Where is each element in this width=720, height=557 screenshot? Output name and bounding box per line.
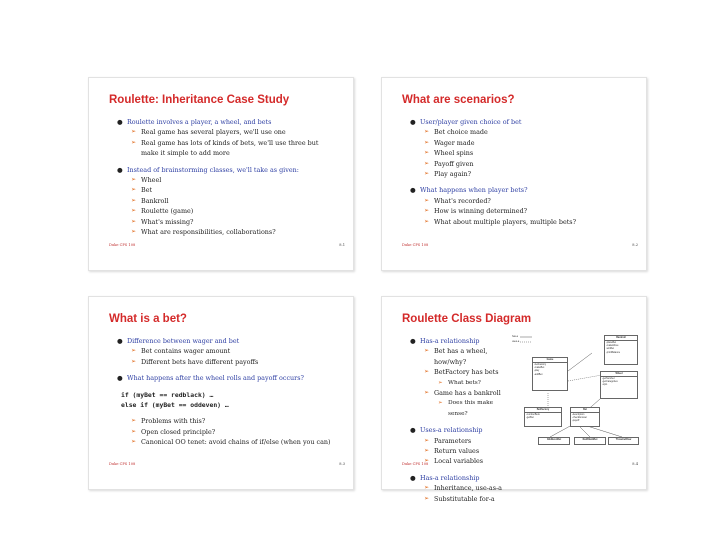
slide-body (410, 117, 638, 227)
slide-roulette-inheritance (88, 77, 354, 271)
sub-bullet: ➢ Substitutable for-a (410, 494, 506, 504)
class-redblackbet: RedBlackBet (574, 437, 606, 445)
class-bet: Bet -description -checkAnswer -payoff (570, 407, 600, 427)
sub-bullet: ➢ Problems with this? (117, 416, 345, 426)
sub-bullet: ➢ Local variables (410, 456, 506, 466)
sub-bullet: ➢ Inheritance, use-as-a (410, 483, 506, 493)
sub-bullet: ➢ Bet choice made (410, 127, 638, 137)
footer-course: Duke CPS 108 (109, 243, 136, 247)
sub-bullet: ➢ How is winning determined? (410, 206, 638, 216)
sub-bullet-continuation: make it simple to add more (141, 149, 230, 158)
legend-has-a: has-a (512, 335, 518, 338)
bullet: ● Has-a relationship (410, 473, 506, 483)
sub-bullet: ➢ Parameters (410, 436, 506, 446)
sub-bullet: ➢ Open closed principle? (117, 427, 345, 437)
class-threeinarow: ThreeInARow (608, 437, 639, 445)
sub-bullet: ➢ Bankroll (117, 196, 345, 206)
bullet: ● User/player given choice of bet (410, 117, 638, 127)
slide-title: What is a bet? (109, 313, 187, 325)
slide-what-is-a-bet (88, 296, 354, 490)
sub-sub-bullet: ➢ Does this make sense? (410, 398, 506, 419)
sub-bullet: ➢ What about multiple players, multiple bets? (410, 217, 638, 227)
footer-course: Duke CPS 108 (109, 462, 136, 466)
sub-sub-bullet: ➢ What bets? (410, 378, 506, 388)
bullet: ● Uses-a relationship (410, 425, 506, 435)
sub-bullet: ➢ Game has a bankroll (410, 388, 506, 398)
sub-bullet: ➢ What's missing? (117, 217, 345, 227)
code-line: if (myBet == redblack) … (121, 390, 214, 399)
slide-title: What are scenarios? (402, 94, 515, 106)
sub-bullet: ➢ Bet has a wheel, how/why? (410, 346, 506, 367)
sub-bullet: ➢ BetFactory has bets (410, 367, 506, 377)
class-game: Game -betFactory -makeBet -play -addBet (532, 357, 568, 391)
class-wheel: Wheel -getNumber -getCategories -spin (600, 371, 638, 399)
footer-course: Duke CPS 108 (402, 243, 429, 247)
page-number: 8.4 (632, 462, 638, 466)
page-number: 8.2 (632, 243, 638, 247)
legend-uses-a: uses-a (512, 340, 520, 343)
slide-scenarios (381, 77, 647, 271)
sub-bullet: ➢ Canonical OO tenet: avoid chains of if/else (when you can) (117, 437, 345, 447)
sub-bullet: ➢ Roulette (game) (117, 206, 345, 216)
bullet: ● Instead of brainstorming classes, we'll take as given: (117, 165, 345, 175)
sub-bullet: ➢ What's recorded? (410, 196, 638, 206)
bullet: ● Difference between wager and bet (117, 336, 345, 346)
sub-bullet: ➢ Different bets have different payoffs (117, 357, 345, 367)
class-oddevenbet: OddEvenBet (538, 437, 570, 445)
slide-title: Roulette Class Diagram (402, 313, 532, 325)
sub-bullet: ➢ Play again? (410, 169, 638, 179)
page-number: 8.3 (339, 462, 345, 466)
sub-bullet: ➢ Wheel spins (410, 148, 638, 158)
sub-bullet: ➢ Wheel (117, 175, 345, 185)
sub-bullet: ➢ Payoff given (410, 159, 638, 169)
slide-title: Roulette: Inheritance Case Study (109, 94, 290, 106)
bullet: ● Has-a relationship (410, 336, 506, 346)
sub-bullet: ➢ Bet contains wager amount (117, 346, 345, 356)
sub-bullet: ➢ Bet (117, 185, 345, 195)
bullet: ● What happens when player bets? (410, 185, 638, 195)
sub-bullet: ➢ Return values (410, 446, 506, 456)
sub-bullet: ➢ What are responsibilities, collaborations? (117, 227, 345, 237)
class-diagram (512, 333, 640, 448)
page-number: 8.1 (339, 243, 345, 247)
slide-body (117, 336, 345, 448)
slide-body (410, 336, 506, 504)
footer-course: Duke CPS 108 (402, 462, 429, 466)
class-betfactory: BetFactory -numberBets -getBet (524, 407, 562, 427)
sub-bullet: ➢ Real game has lots of kinds of bets, we'll use three but (117, 138, 345, 148)
bullet: ● What happens after the wheel rolls and payoff occurs? (117, 373, 345, 383)
code-line: else if (myBet == oddeven) … (121, 401, 229, 410)
slide-body (117, 117, 345, 237)
sub-bullet: ➢ Wager made (410, 138, 638, 148)
slide-class-diagram (381, 296, 647, 503)
sub-bullet: ➢ Real game has several players, we'll use one (117, 127, 345, 137)
bullet: ● Roulette involves a player, a wheel, and bets (117, 117, 345, 127)
class-bankroll: Bankroll -placeBet -makeMove -winBet -printBalance (604, 335, 638, 365)
